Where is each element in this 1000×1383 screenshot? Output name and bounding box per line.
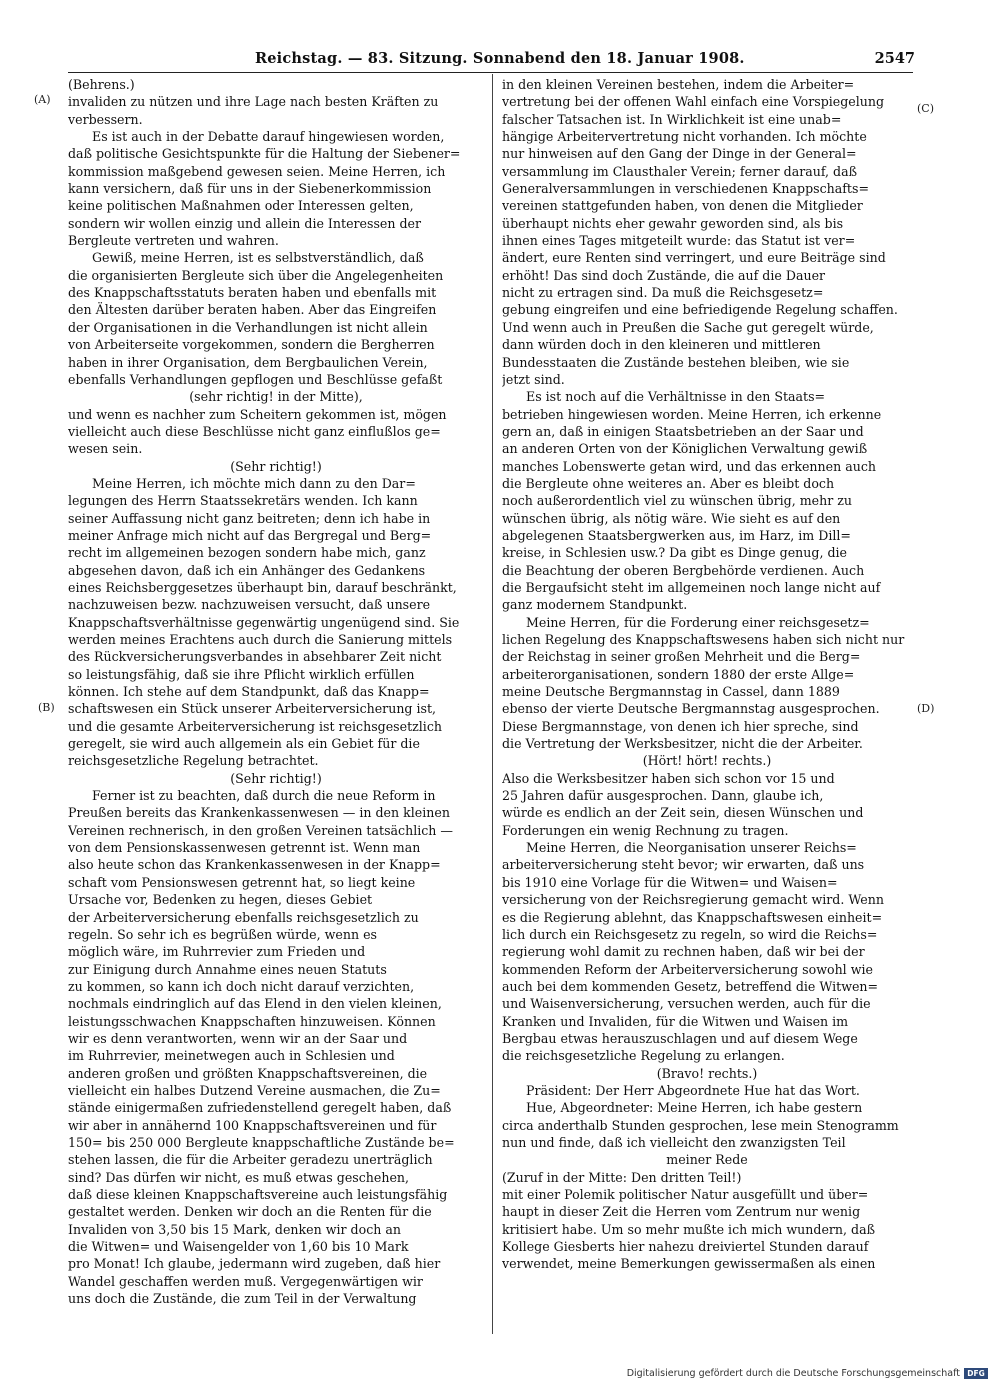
margin-mark-b: (B) (38, 701, 55, 714)
text-line: Es ist auch in der Debatte darauf hingewiesen worden, (92, 129, 445, 145)
text-line: gern an, daß in einigen Staatsbetrieben an der Saar und (502, 423, 864, 439)
text-line: des Knappschaftsstatuts beraten haben und ebenfalls mit (68, 285, 437, 301)
text-line: die reichsgesetzliche Regelung zu erlangen. (502, 1048, 785, 1064)
text-line: die Vertretung der Werksbesitzer, nicht die der Arbeiter. (502, 736, 863, 752)
header-title: Reichstag. — 83. Sitzung. Sonnabend den 18. Januar 1908. (255, 50, 745, 67)
text-line: vielleicht auch diese Beschlüsse nicht ganz einflußlos ge= (68, 423, 441, 439)
text-line: Präsident: Der Herr Abgeordnete Hue hat das Wort. (526, 1082, 860, 1098)
text-line: Generalversammlungen in verschiedenen Knappschafts= (502, 181, 870, 197)
text-line: die organisierten Bergleute sich über die Angelegenheiten (68, 267, 444, 283)
text-line: leistungsschwachen Knappschaften hinzuweisen. Können (68, 1013, 436, 1029)
text-line: und wenn es nachher zum Scheitern gekommen ist, mögen (68, 406, 447, 422)
text-line: Bergleute vertreten und wahren. (68, 233, 279, 249)
text-line: Forderungen ein wenig Rechnung zu tragen. (502, 822, 789, 838)
text-line: an anderen Orten von der Königlichen Verwaltung gewiß (502, 441, 868, 457)
text-line: Kranken und Invaliden, für die Witwen und Waisen im (502, 1013, 849, 1029)
text-line: auch bei dem kommenden Gesetz, betreffend die Witwen= (502, 978, 879, 994)
text-line: von dem Pensionskassenwesen getrennt ist. Wenn man (68, 840, 421, 856)
text-line: (Bravo! rechts.) (656, 1065, 758, 1081)
text-line: sondern wir wollen einzig und allein die Interessen der (68, 215, 422, 231)
text-line: vertretung bei der offenen Wahl einfach eine Vorspiegelung (502, 94, 885, 110)
text-line: von Arbeiterseite vorgekommen, sondern die Bergherren (68, 337, 435, 353)
text-line: verwendet, meine Bemerkungen gewissermaßen als einen (502, 1256, 876, 1272)
text-line: Ferner ist zu beachten, daß durch die neue Reform in (92, 788, 436, 804)
text-line: manches Lobenswerte getan wird, und das erkennen auch (502, 458, 876, 474)
text-line: Ursache vor, Bedenken zu hegen, dieses Gebiet (68, 892, 373, 908)
text-line: arbeiterorganisationen, sondern 1880 der erste Allge= (502, 666, 855, 682)
text-line: kommenden Reform der Arbeiterversicherung sowohl wie (502, 961, 873, 977)
text-line: lichen Regelung des Knappschaftswesens haben sich nicht nur (502, 632, 905, 647)
text-line: nur hinweisen auf den Gang der Dinge in der General= (502, 146, 857, 162)
text-line: bis 1910 eine Vorlage für die Witwen= und Waisen= (502, 874, 838, 890)
text-line: (Sehr richtig!) (230, 770, 322, 786)
text-line: versicherung von der Reichsregierung gemacht wird. Wenn (502, 892, 884, 908)
text-line: noch außerordentlich viel zu wünschen übrig, mehr zu (502, 493, 853, 509)
footer-credit: Digitalisierung gefördert durch die Deutsche Forschungsgemeinschaft (626, 1368, 960, 1379)
text-line: Hue, Abgeordneter: Meine Herren, ich habe gestern (526, 1100, 863, 1116)
text-line: nochmals eindringlich auf das Elend in den vielen kleinen, (68, 996, 442, 1012)
column-divider (492, 74, 493, 1334)
text-line: können. Ich stehe auf dem Standpunkt, daß das Knapp= (68, 684, 430, 700)
text-line: Invaliden von 3,50 bis 15 Mark, denken wir doch an (68, 1221, 401, 1237)
text-line: und die gesamte Arbeiterversicherung ist reichsgesetzlich (68, 718, 442, 734)
text-line: (Behrens.) (68, 77, 135, 92)
text-line: vielleicht ein halbes Dutzend Vereine ausmachen, die Zu= (68, 1082, 441, 1098)
text-line: uns doch die Zustände, die zum Teil in der Verwaltung (68, 1291, 417, 1307)
text-line: also heute schon das Krankenkassenwesen in der Knapp= (68, 857, 441, 873)
text-line: zu kommen, so kann ich doch nicht darauf verzichten, (68, 978, 415, 994)
text-line: der Organisationen in die Verhandlungen ist nicht allein (68, 319, 428, 335)
text-line: daß politische Gesichtspunkte für die Haltung der Siebener= (68, 146, 461, 162)
text-line: Es ist noch auf die Verhältnisse in den Staats= (526, 389, 826, 405)
text-line: nachzuweisen bezw. nachzuweisen versucht, daß unsere (68, 597, 431, 613)
text-line: der Reichstag in seiner großen Mehrheit und die Berg= (502, 649, 861, 665)
text-line: möglich wäre, im Ruhrrevier zum Frieden und (68, 944, 366, 960)
text-line: werden meines Erachtens auch durch die Sanierung mittels (68, 632, 453, 647)
text-line: ebenfalls Verhandlungen gepflogen und Beschlüsse gefaßt (68, 371, 443, 387)
text-line: 25 Jahren dafür ausgesprochen. Dann, glaube ich, (502, 788, 824, 804)
text-line: ihnen eines Tages mitgeteilt wurde: das Statut ist ver= (502, 233, 856, 249)
text-line: invaliden zu nützen und ihre Lage nach besten Kräften zu (68, 94, 439, 110)
text-line: meiner Anfrage mich nicht auf das Bergregal und Berg= (68, 527, 432, 543)
text-line: die Witwen= und Waisengelder von 1,60 bis 10 Mark (68, 1239, 409, 1255)
text-line: Diese Bergmannstage, von denen ich hier spreche, sind (502, 718, 859, 734)
text-line: Also die Werksbesitzer haben sich schon vor 15 und (502, 770, 835, 786)
header-rule (68, 72, 913, 73)
text-line: mit einer Polemik politischer Natur ausgefüllt und über= (502, 1187, 869, 1202)
text-line: kann versichern, daß für uns in der Siebenerkommission (68, 181, 432, 197)
text-line: reichsgesetzliche Regelung betrachtet. (68, 753, 319, 769)
text-line: (sehr richtig! in der Mitte), (189, 389, 363, 405)
text-line: Wandel geschaffen werden muß. Vergegenwärtigen wir (68, 1273, 423, 1289)
text-line: ganz modernem Standpunkt. (502, 597, 688, 613)
text-line: wir aber in annähernd 100 Knappschaftsvereinen und für (68, 1117, 437, 1133)
text-line: falscher Tatsachen ist. In Wirklichkeit ist eine unab= (502, 111, 842, 127)
text-line: abgesehen davon, daß ich ein Anhänger des Gedankens (68, 562, 426, 578)
text-line: im Ruhrrevier, meinetwegen auch in Schlesien und (68, 1048, 395, 1064)
text-line: regierung wohl damit zu rechnen haben, daß wir bei der (502, 944, 865, 960)
text-line: versammlung im Clausthaler Verein; ferner darauf, daß (502, 163, 858, 179)
text-line: den Ältesten darüber beraten haben. Aber das Eingreifen (68, 302, 437, 318)
text-line: nicht zu ertragen sind. Da muß die Reichsgesetz= (502, 285, 824, 301)
text-line: Kollege Giesberts hier nahezu dreiviertel Stunden darauf (502, 1239, 869, 1255)
text-line: gestaltet werden. Denken wir doch an die Renten für die (68, 1204, 432, 1220)
text-line: der Arbeiterversicherung ebenfalls reichsgesetzlich zu (68, 909, 419, 925)
text-line: 150= bis 250 000 Bergleute knappschaftliche Zustände be= (68, 1134, 455, 1150)
text-line: ändert, eure Renten sind verringert, und eure Beiträge sind (502, 250, 886, 266)
text-line: dann würden doch in den kleineren und mittleren (502, 337, 821, 353)
text-line: würde es endlich an der Zeit sein, diesen Wünschen und (502, 805, 864, 821)
text-line: wir es denn verantworten, wenn wir an der Saar und (68, 1030, 408, 1046)
text-line: schaft vom Pensionswesen getrennt hat, so liegt keine (68, 874, 416, 890)
running-header (255, 50, 915, 72)
text-line: hängige Arbeitervertretung nicht vorhanden. Ich möchte (502, 129, 867, 145)
text-line: stehen lassen, die für die Arbeiter geradezu unerträglich (68, 1152, 433, 1168)
text-line: Meine Herren, die Neorganisation unserer Reichs= (526, 840, 857, 856)
text-line: jetzt sind. (502, 371, 565, 387)
text-line: lich durch ein Reichsgesetz zu regeln, so wird die Reichs= (502, 926, 878, 942)
text-line: stände einigermaßen zufriedenstellend geregelt haben, daß (68, 1100, 452, 1116)
text-line: des Rückversicherungsverbandes in absehbarer Zeit nicht (68, 649, 442, 665)
text-line: haben in ihrer Organisation, dem Bergbaulichen Verein, (68, 354, 428, 370)
text-line: Vereinen rechnerisch, in den großen Vereinen tatsächlich — (68, 822, 454, 838)
text-line: gebung eingreifen und eine befriedigende Regelung schaffen. (502, 302, 898, 318)
left-column (68, 76, 484, 1307)
margin-mark-a: (A) (34, 93, 51, 106)
text-line: geregelt, sie wird auch allgemein als ein Gebiet für die (68, 736, 420, 752)
text-line: Gewiß, meine Herren, ist es selbstverständlich, daß (92, 250, 424, 266)
text-line: regeln. So sehr ich es begrüßen würde, wenn es (68, 926, 378, 942)
margin-mark-c: (C) (917, 102, 934, 115)
text-line: erhöht! Das sind doch Zustände, die auf die Dauer (502, 267, 826, 283)
page-number: 2547 (874, 50, 915, 67)
text-line: eines Reichsberggesetzes überhaupt bin, darauf beschränkt, (68, 579, 457, 595)
text-line: Bundesstaaten die Zustände bestehen bleiben, wie sie (502, 354, 850, 370)
text-line: pro Monat! Ich glaube, jedermann wird zugeben, daß hier (68, 1256, 441, 1272)
text-line: arbeiterversicherung steht bevor; wir erwarten, daß uns (502, 857, 865, 873)
text-line: die Beachtung der oberen Bergbehörde verdienen. Auch (502, 562, 865, 578)
margin-mark-d: (D) (917, 702, 935, 715)
text-line: kritisiert habe. Um so mehr mußte ich mich wundern, daß (502, 1221, 876, 1237)
text-line: wesen sein. (68, 441, 143, 457)
text-line: legungen des Herrn Staatssekretärs wenden. Ich kann (68, 493, 418, 509)
text-line: Und wenn auch in Preußen die Sache gut geregelt würde, (502, 319, 874, 335)
text-line: (Zuruf in der Mitte: Den dritten Teil!) (502, 1169, 742, 1185)
text-line: Preußen bereits das Krankenkassenwesen — in den kleinen (68, 805, 450, 821)
text-line: seiner Auffassung nicht ganz beitreten; denn ich habe in (68, 510, 431, 526)
text-line: in den kleinen Vereinen bestehen, indem die Arbeiter= (502, 77, 855, 92)
text-line: nun und finde, daß ich vielleicht den zwanzigsten Teil (502, 1134, 846, 1150)
text-line: abgelegenen Staatsbergwerken aus, im Harz, im Dill= (502, 527, 851, 543)
text-line: es die Regierung ablehnt, das Knappschaftswesen einheit= (502, 909, 883, 925)
text-line: ebenso der vierte Deutsche Bergmannstag ausgesprochen. (502, 701, 880, 717)
text-line: kreise, in Schlesien usw.? Da gibt es Dinge genug, die (502, 545, 847, 561)
text-line: anderen großen und größten Knappschaftsvereinen, die (68, 1065, 428, 1081)
text-line: sind? Das dürfen wir nicht, es muß etwas geschehen, (68, 1169, 410, 1185)
footer (627, 1368, 988, 1379)
text-line: betrieben hingewiesen worden. Meine Herren, ich erkenne (502, 406, 882, 422)
right-column (502, 76, 912, 1273)
text-line: Meine Herren, für die Forderung einer reichsgesetz= (526, 614, 870, 630)
text-line: wünschen übrig, als nötig wäre. Wie sieht es auf den (502, 510, 841, 526)
dfg-logo: DFG (964, 1368, 988, 1379)
text-line: (Sehr richtig!) (230, 458, 322, 474)
text-line: kommission maßgebend gewesen seien. Meine Herren, ich (68, 163, 446, 179)
text-line: circa anderthalb Stunden gesprochen, lese mein Stenogramm (502, 1117, 899, 1133)
text-line: meiner Rede (666, 1152, 748, 1168)
text-line: meine Deutsche Bergmannstag in Cassel, dann 1889 (502, 684, 840, 700)
text-line: Bergbau etwas herauszuschlagen und auf diesem Wege (502, 1030, 858, 1046)
text-line: schaftswesen ein Stück unserer Arbeiterversicherung ist, (68, 701, 437, 717)
text-line: recht im allgemeinen bezogen sondern habe mich, ganz (68, 545, 426, 561)
text-line: und Waisenversicherung, versuchen werden, auch für die (502, 996, 871, 1012)
text-line: haupt in dieser Zeit die Herren vom Zentrum nur wenig (502, 1204, 861, 1220)
text-line: zur Einigung durch Annahme eines neuen Statuts (68, 961, 387, 977)
text-line: keine politischen Maßnahmen oder Interessen gelten, (68, 198, 414, 214)
text-line: so leistungsfähig, daß sie ihre Pflicht wirklich erfüllen (68, 666, 415, 682)
text-line: überhaupt nichts eher gewahr geworden sind, als bis (502, 215, 844, 231)
text-line: verbessern. (68, 111, 143, 127)
text-line: daß diese kleinen Knappschaftsvereine auch leistungsfähig (68, 1187, 448, 1202)
text-line: vereinen stattgefunden haben, von denen die Mitglieder (502, 198, 863, 214)
text-line: Meine Herren, ich möchte mich dann zu den Dar= (92, 475, 416, 491)
text-line: die Bergleute ohne weiteres an. Aber es bleibt doch (502, 475, 835, 491)
text-line: Knappschaftsverhältnisse gegenwärtig ungenügend sind. Sie (68, 614, 460, 630)
text-line: die Bergaufsicht steht im allgemeinen noch lange nicht auf (502, 579, 881, 595)
text-line: (Hört! hört! rechts.) (642, 753, 772, 769)
